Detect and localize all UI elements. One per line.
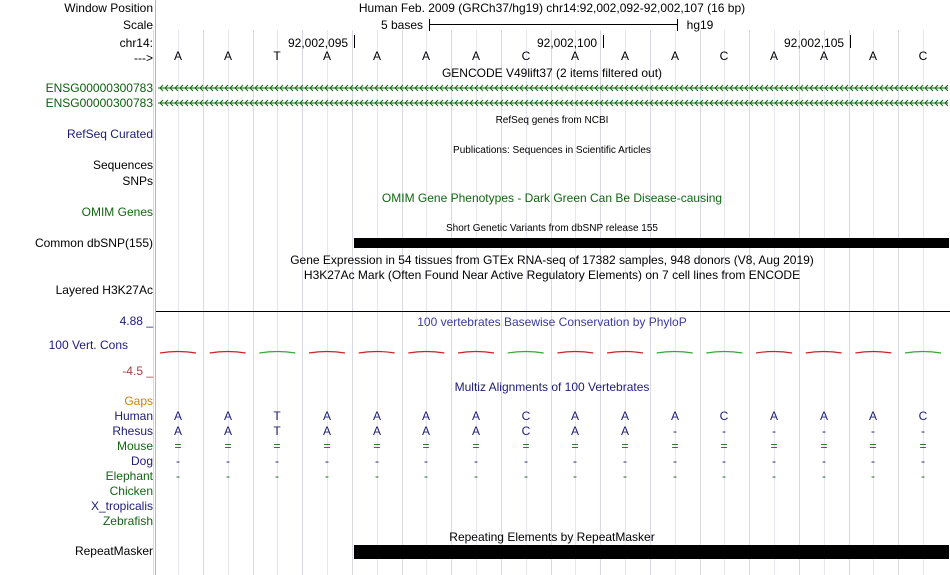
scale-label: Scale <box>122 18 153 32</box>
tick-label-1: 92,002,095 <box>288 36 349 50</box>
direction-arrow: ---> <box>134 51 153 65</box>
alignment-base: A <box>868 409 877 423</box>
sequence-base: A <box>868 49 877 63</box>
alignment-base: A <box>322 409 331 423</box>
gencode-item-2-label[interactable]: ENSG00000300783 <box>45 96 153 110</box>
alignment-base: = <box>174 439 182 453</box>
alignment-base: = <box>522 439 530 453</box>
gencode-track-title[interactable]: GENCODE V49lift37 (2 items filtered out) <box>441 66 663 80</box>
phylop-mark <box>259 352 295 354</box>
grid-line <box>327 30 328 575</box>
phylop-mark <box>458 352 494 354</box>
alignment-base: - <box>524 454 528 468</box>
alignment-base: C <box>719 409 729 423</box>
alignment-base: A <box>322 424 331 438</box>
phylop-mark <box>806 352 842 354</box>
phylop-graph[interactable] <box>156 346 950 358</box>
grid-line <box>203 30 204 575</box>
species-label-x_tropicalis[interactable]: X_tropicalis <box>90 499 153 513</box>
alignment-base: - <box>325 469 329 483</box>
gtex-track-title[interactable]: Gene Expression in 54 tissues from GTEx RNA-seq of 17382 samples, 948 donors (V8, Aug 2019) <box>290 253 814 267</box>
phylop-mark <box>905 352 941 354</box>
alignment-base: A <box>570 424 579 438</box>
grid-line <box>377 30 378 575</box>
alignment-base: A <box>670 409 679 423</box>
phylop-mark <box>557 352 593 354</box>
grid-line <box>625 30 626 575</box>
phylop-mark <box>309 352 345 354</box>
phylop-mark <box>706 352 742 354</box>
sequence-base: C <box>521 49 531 63</box>
alignment-base: A <box>819 409 828 423</box>
alignment-base: - <box>176 454 180 468</box>
dbsnp-track-title[interactable]: Short Genetic Variants from dbSNP release 155 <box>446 223 658 234</box>
alignment-base: = <box>621 439 629 453</box>
alignment-base: - <box>673 469 677 483</box>
alignment-base: - <box>474 454 478 468</box>
species-label-zebrafish[interactable]: Zebrafish <box>102 514 153 528</box>
species-label-human[interactable]: Human <box>114 409 153 423</box>
species-label-mouse[interactable]: Mouse <box>116 439 153 453</box>
alignment-base: T <box>273 424 281 438</box>
h3k27-baseline <box>156 311 950 312</box>
sequence-base: A <box>173 49 182 63</box>
sequence-base: A <box>620 49 629 63</box>
alignment-base: = <box>373 439 381 453</box>
grid-line <box>799 30 800 575</box>
alignment-base: - <box>424 454 428 468</box>
alignment-base: = <box>820 439 828 453</box>
alignment-base: A <box>421 409 430 423</box>
gaps-label: Gaps <box>124 394 153 408</box>
scale-bar <box>429 24 677 25</box>
grid-line <box>551 30 552 575</box>
grid-line <box>873 30 874 575</box>
alignment-base: - <box>921 469 925 483</box>
species-label-dog[interactable]: Dog <box>130 454 153 468</box>
phylop-mark <box>855 352 891 354</box>
alignment-base: = <box>472 439 480 453</box>
alignment-base: - <box>921 454 925 468</box>
grid-line <box>277 30 278 575</box>
tick-mark-2 <box>603 35 604 48</box>
grid-line <box>253 30 254 575</box>
tick-mark-3 <box>850 35 851 48</box>
grid-line <box>898 30 899 575</box>
alignment-base: - <box>822 469 826 483</box>
alignment-base: A <box>372 409 381 423</box>
alignment-base: C <box>521 409 531 423</box>
alignment-base: - <box>375 454 379 468</box>
alignment-base: = <box>720 439 728 453</box>
grid-line <box>526 30 527 575</box>
alignment-base: - <box>822 454 826 468</box>
alignment-base: A <box>173 424 182 438</box>
sequence-base: C <box>719 49 729 63</box>
sequence-base: A <box>372 49 381 63</box>
dbsnp-label[interactable]: Common dbSNP(155) <box>34 236 153 250</box>
alignment-base: = <box>273 439 281 453</box>
alignment-base: - <box>226 454 230 468</box>
grid-line <box>724 30 725 575</box>
alignment-base: - <box>772 454 776 468</box>
grid-line <box>426 30 427 575</box>
alignment-base: = <box>919 439 927 453</box>
gencode-item-1-label[interactable]: ENSG00000300783 <box>45 81 153 95</box>
alignment-base: - <box>226 469 230 483</box>
refseq-label[interactable]: RefSeq Curated <box>66 127 153 141</box>
alignment-base: - <box>822 424 826 438</box>
grid-line <box>228 30 229 575</box>
species-label-elephant[interactable]: Elephant <box>105 469 153 483</box>
repeat-track-title[interactable]: Repeating Elements by RepeatMasker <box>449 530 655 544</box>
phylop-mark <box>657 352 693 354</box>
alignment-base: - <box>722 469 726 483</box>
phylop-mark <box>210 352 246 354</box>
alignment-base: C <box>918 409 928 423</box>
alignment-base: = <box>671 439 679 453</box>
alignment-base: = <box>571 439 579 453</box>
alignment-base: - <box>921 424 925 438</box>
scale-assembly: hg19 <box>686 18 714 32</box>
alignment-base: - <box>375 469 379 483</box>
pubs-track-title[interactable]: Publications: Sequences in Scientific Articles <box>453 145 651 156</box>
alignment-base: = <box>770 439 778 453</box>
alignment-base: - <box>871 469 875 483</box>
alignment-base: A <box>471 424 480 438</box>
pubs-label[interactable]: Sequences <box>92 158 153 172</box>
phylop-mark <box>756 352 792 354</box>
alignment-base: - <box>623 454 627 468</box>
sequence-base: C <box>918 49 928 63</box>
grid-line <box>824 30 825 575</box>
grid-line <box>675 30 676 575</box>
alignment-base: A <box>421 424 430 438</box>
scale-bar-right-tick <box>677 19 678 31</box>
grid-line <box>575 30 576 575</box>
window-position-value[interactable]: Human Feb. 2009 (GRCh37/hg19) chr14:92,002,092-92,002,107 (16 bp) <box>358 1 746 15</box>
alignment-base: C <box>521 424 531 438</box>
alignment-base: - <box>275 454 279 468</box>
grid-line <box>700 30 701 575</box>
grid-line <box>600 30 601 575</box>
sequence-base: A <box>421 49 430 63</box>
phylop-mark <box>359 352 395 354</box>
scale-value: 5 bases <box>380 18 424 32</box>
grid-line <box>501 30 502 575</box>
omim-track-title[interactable]: OMIM Gene Phenotypes - Dark Green Can Be Disease-causing <box>381 191 723 205</box>
sequence-base: A <box>322 49 331 63</box>
repeat-label[interactable]: RepeatMasker <box>74 544 153 558</box>
alignment-base: - <box>722 454 726 468</box>
window-position-label: Window Position <box>64 1 153 15</box>
sequence-base: A <box>570 49 579 63</box>
alignment-base: - <box>871 424 875 438</box>
alignment-base: - <box>573 469 577 483</box>
alignment-base: = <box>869 439 877 453</box>
alignment-base: A <box>620 409 629 423</box>
sequence-base: A <box>471 49 480 63</box>
alignment-base: = <box>224 439 232 453</box>
multiz-track-title[interactable]: Multiz Alignments of 100 Vertebrates <box>454 380 650 394</box>
phylop-max-label: 4.88 _ <box>119 314 153 328</box>
alignment-base: - <box>275 469 279 483</box>
phylop-mark <box>607 352 643 354</box>
sequence-base: T <box>273 49 281 63</box>
alignment-base: = <box>323 439 331 453</box>
alignment-base: - <box>176 469 180 483</box>
tick-label-2: 92,002,100 <box>537 36 598 50</box>
alignment-base: - <box>424 469 428 483</box>
alignment-base: A <box>769 409 778 423</box>
grid-line <box>774 30 775 575</box>
grid-line <box>153 30 154 575</box>
h3k27-label[interactable]: Layered H3K27Ac <box>55 283 153 297</box>
phylop-mark <box>408 352 444 354</box>
sequence-base: A <box>819 49 828 63</box>
alignment-base: A <box>223 409 232 423</box>
phylop-min-label: -4.5 _ <box>122 364 153 378</box>
grid-line <box>923 30 924 575</box>
alignment-base: - <box>325 454 329 468</box>
grid-line <box>451 30 452 575</box>
gencode-item-1-feature[interactable] <box>158 83 948 93</box>
h3k27-track-title[interactable]: H3K27Ac Mark (Often Found Near Active Regulatory Elements) on 7 cell lines from ENCODE <box>303 268 801 282</box>
grid-line <box>178 30 179 575</box>
tick-label-3: 92,002,105 <box>784 36 845 50</box>
alignment-base: A <box>570 409 579 423</box>
sequence-base: A <box>223 49 232 63</box>
alignment-base: - <box>673 424 677 438</box>
repeat-feature[interactable] <box>354 545 949 559</box>
scale-bar-left-tick <box>429 19 430 31</box>
alignment-base: - <box>772 469 776 483</box>
grid-line <box>476 30 477 575</box>
alignment-base: - <box>673 454 677 468</box>
tick-mark-1 <box>354 35 355 48</box>
phylop-mark <box>160 352 196 354</box>
alignment-base: A <box>223 424 232 438</box>
dbsnp-feature[interactable] <box>354 238 949 248</box>
alignment-base: - <box>772 424 776 438</box>
sequence-base: A <box>670 49 679 63</box>
grid-line <box>849 30 850 575</box>
alignment-base: = <box>422 439 430 453</box>
alignment-base: - <box>722 424 726 438</box>
species-label-chicken[interactable]: Chicken <box>109 484 153 498</box>
chrom-label: chr14: <box>119 36 153 50</box>
grid-line <box>650 30 651 575</box>
alignment-base: A <box>471 409 480 423</box>
phylop-track-title[interactable]: 100 vertebrates Basewise Conservation by PhyloP <box>417 315 687 329</box>
alignment-base: - <box>623 469 627 483</box>
snps-label[interactable]: SNPs <box>122 174 153 188</box>
phylop-label[interactable]: 100 Vert. Cons <box>48 338 128 352</box>
alignment-base: - <box>474 469 478 483</box>
alignment-base: A <box>173 409 182 423</box>
grid-line <box>302 30 303 575</box>
sequence-base: A <box>769 49 778 63</box>
alignment-base: - <box>573 454 577 468</box>
alignment-base: A <box>620 424 629 438</box>
label-separator <box>155 0 156 575</box>
omim-label[interactable]: OMIM Genes <box>81 205 153 219</box>
species-label-rhesus[interactable]: Rhesus <box>112 424 153 438</box>
alignment-base: - <box>871 454 875 468</box>
grid-line <box>749 30 750 575</box>
grid-line <box>352 30 353 575</box>
alignment-base: A <box>372 424 381 438</box>
phylop-mark <box>508 352 544 354</box>
refseq-track-title[interactable]: RefSeq genes from NCBI <box>495 115 609 126</box>
alignment-base: - <box>524 469 528 483</box>
grid-line <box>402 30 403 575</box>
alignment-base: T <box>273 409 281 423</box>
gencode-item-2-feature[interactable] <box>158 98 948 108</box>
